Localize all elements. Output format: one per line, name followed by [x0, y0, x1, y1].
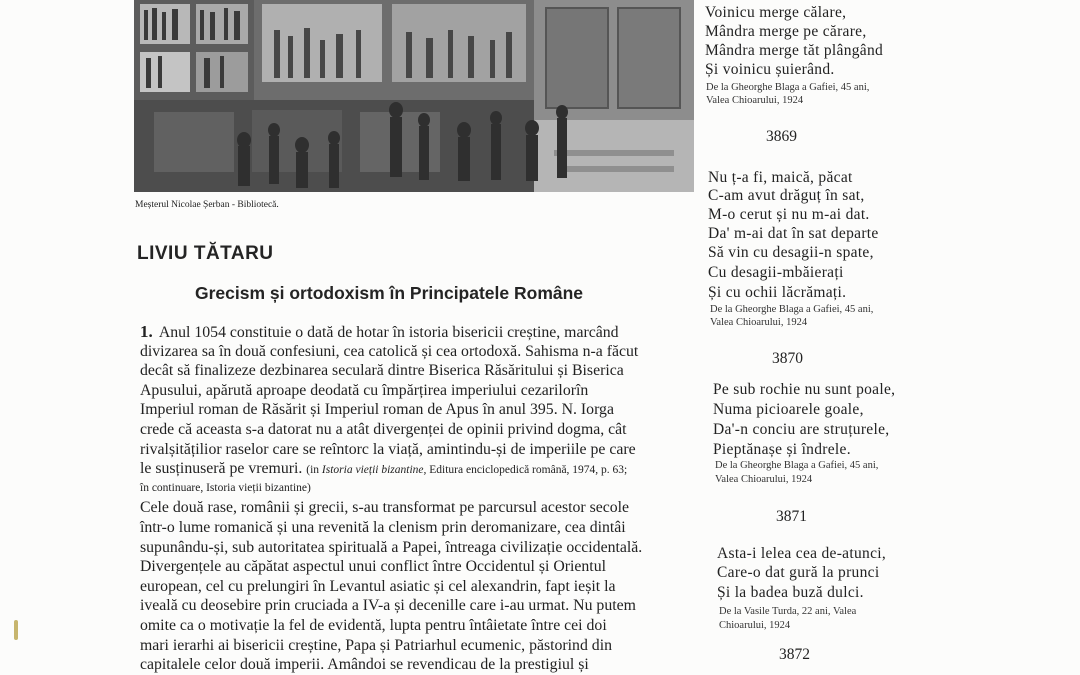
- photo-image: [134, 0, 694, 192]
- poem-line: Și la badea buză dulci.: [717, 584, 864, 601]
- poem-line: Numa picioarele goale,: [713, 401, 864, 418]
- poem-source: De la Vasile Turda, 22 ani, Valea: [719, 606, 857, 617]
- body-line-citation-cont: în continuare, Istoria vieții bizantine): [140, 481, 311, 494]
- poem-line: Și voinicu șuierând.: [705, 61, 835, 78]
- poem-line: Mândra merge pe cărare,: [705, 23, 867, 40]
- body-line: crede că aceasta s-a datorat nu a atât divergenței de opinii privind dogma, cât: [140, 420, 627, 438]
- body-line: Cele două rase, românii și grecii, s-au transformat pe parcursul acestor secole: [140, 499, 630, 517]
- poem-line: Pe sub rochie nu sunt poale,: [713, 381, 896, 398]
- body-line: capitalele celor două imperii. Amândoi se revendicau de la prestigiul și: [140, 656, 589, 674]
- poem-line: Care-o dat gură la prunci: [717, 564, 880, 581]
- poem-line: Cu desagii-mbăierați: [708, 264, 844, 281]
- article-author: LIVIU TĂTARU: [137, 243, 274, 264]
- scan-artifact: [14, 620, 18, 640]
- poem-line: Pieptănașe și îndrele.: [713, 441, 851, 458]
- body-line: Apusului, apărută aproape deodată cu împărțirea imperiului cezarilorîn: [140, 381, 589, 399]
- poem-source: Valea Chioarului, 1924: [715, 474, 813, 485]
- poem-line: Nu ț-a fi, maică, păcat: [708, 169, 853, 186]
- poem-number: 3869: [766, 128, 797, 145]
- photo-library-woodcarvings: [134, 0, 694, 192]
- article-title: Grecism și ortodoxism în Principatele Române: [195, 283, 584, 303]
- body-line: mari ierarhi ai bisericii creștine, Papa și Patriarhul ecumenic, păstorind din: [140, 636, 612, 654]
- poem-source: De la Gheorghe Blaga a Gafiei, 45 ani,: [706, 82, 870, 93]
- body-line: iveală cu deosebire prin cruciada a IV-a și decenille care i-au urmat. Nu putem: [140, 597, 636, 615]
- body-line: Divergențele au căpătat aspectul unui conflict între Occidentul și Orientul: [140, 558, 606, 576]
- poem-number: 3871: [776, 508, 807, 525]
- poem-number: 3870: [772, 350, 803, 367]
- body-line: supunându-și, sub autoritatea spirituală a Papei, întreaga civilizație occidentală.: [140, 538, 643, 556]
- poem-line: Voinicu merge călare,: [705, 4, 847, 21]
- poem-source: Valea Chioarului, 1924: [710, 317, 808, 328]
- poem-line: Asta-i lelea cea de-atunci,: [717, 545, 887, 562]
- poem-line: Da'-n conciu are struțurele,: [713, 421, 890, 438]
- poem-line: Da' m-ai dat în sat departe: [708, 225, 879, 242]
- citation-title: Istoria vieții bizantine,: [321, 464, 427, 477]
- body-line: european, cel cu prelungiri în Levantul asiatic și cel alexandrin, fapt ieșit la: [140, 577, 616, 595]
- body-line-citation: le susținuseră pe vremuri. (in Istoria vieții bizantine, Editura enciclopedică română, 1974, p. 63;: [140, 460, 628, 478]
- poem-source: Chioarului, 1924: [719, 620, 791, 631]
- photo-caption: Meșterul Nicolae Șerban - Bibliotecă.: [135, 200, 279, 210]
- poem-line: M-o cerut și nu m-ai dat.: [708, 206, 870, 223]
- article-body: [140, 322, 700, 675]
- poem-line: C-am avut drăguț în sat,: [708, 187, 865, 204]
- body-line: 1. Anul 1054 constituie o dată de hotar în istoria bisericii creștine, marcând: [140, 322, 619, 341]
- poem-line: Și cu ochii lăcrămați.: [708, 284, 847, 301]
- body-line: într-o lume romanică și una revenită la clenism prin deromanizare, cea dintâi: [140, 518, 626, 536]
- section-number: 1.: [140, 322, 153, 341]
- body-line: omite ca o motivație la fel de evidentă, lupta pentru întâietate între cei doi: [140, 616, 607, 634]
- poem-line: Să vin cu desagii-n spate,: [708, 244, 874, 261]
- body-line: Imperiul roman de Răsărit și Imperiul roman de Apus în anul 395. N. Iorga: [140, 401, 614, 419]
- poem-number: 3872: [779, 646, 810, 663]
- poem-source: De la Gheorghe Blaga a Gafiei, 45 ani,: [715, 460, 879, 471]
- poem-line: Mândra merge tăt plângând: [705, 42, 884, 59]
- body-line: decât să finalizeze dezbinarea seculară dintre Biserica Răsăritului și Biserica: [140, 362, 624, 380]
- poem-source: Valea Chioarului, 1924: [706, 95, 804, 106]
- body-line: divizarea sa în două confesiuni, cea catolică și cea ortodoxă. Sahisma n-a făcut: [140, 342, 639, 360]
- poem-source: De la Gheorghe Blaga a Gafiei, 45 ani,: [710, 304, 874, 315]
- body-line: rivalșitățilior raselor care se reîntorc la viață, amintindu-și de imperiile pe care: [140, 440, 636, 458]
